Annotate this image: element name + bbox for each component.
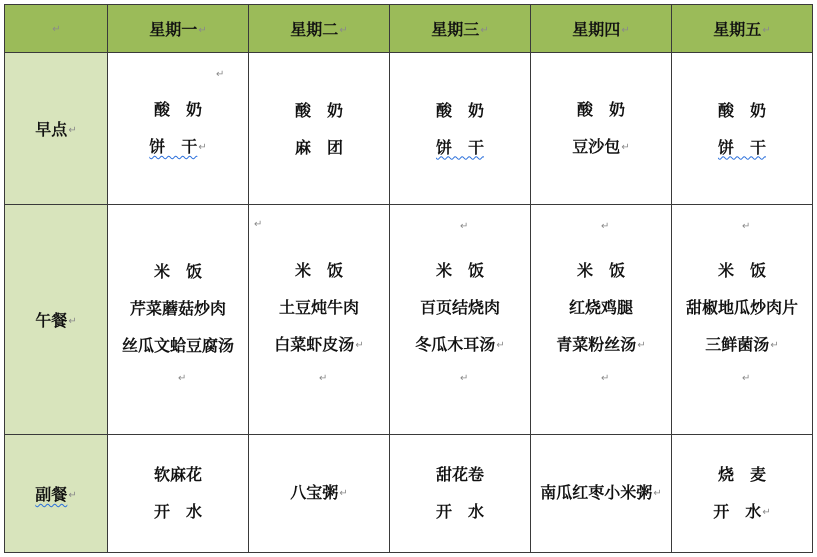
day-header: 星期二↵ — [249, 5, 390, 53]
snack-row — [5, 434, 813, 552]
menu-cell: ↵ 米 饭 红烧鸡腿 青菜粉丝汤↵ ↵ — [531, 204, 672, 434]
menu-cell — [390, 434, 531, 552]
paragraph-mark: ↵ — [52, 24, 61, 36]
menu-item: 红烧鸡腿 — [568, 298, 633, 318]
menu-item: 麻 团 — [294, 137, 343, 157]
menu-cell — [249, 434, 390, 552]
menu-item: 烧 麦 — [717, 464, 766, 484]
menu-item: 丝瓜文蛤豆腐汤 — [121, 335, 234, 355]
menu-item: 青菜粉丝汤↵ — [556, 335, 646, 355]
menu-item: 酸 奶 — [717, 100, 766, 120]
corner-cell — [5, 5, 108, 53]
day-header: 星期五↵ — [672, 5, 813, 53]
menu-cell — [672, 53, 813, 204]
menu-item: 米 饭 — [576, 261, 625, 281]
day-header: 星期三↵ — [390, 5, 531, 53]
menu-item: 土豆炖牛肉 — [278, 298, 359, 318]
menu-item: 白菜虾皮汤↵ — [274, 335, 364, 355]
menu-item: 冬瓜木耳汤↵ — [415, 335, 505, 355]
menu-cell — [390, 53, 531, 204]
menu-cell: ↵ 酸 奶 饼 干↵ — [108, 53, 249, 204]
menu-item: 开 水 — [435, 502, 484, 522]
menu-item: 软麻花 — [153, 465, 202, 485]
row-label: 午餐↵ — [5, 204, 108, 434]
menu-cell — [531, 434, 672, 552]
lunch-row — [5, 204, 813, 434]
row-label: 副餐↵ — [5, 434, 108, 552]
menu-item: 三鲜菌汤↵ — [705, 335, 779, 355]
menu-cell — [108, 434, 249, 552]
menu-item: 开 水 — [153, 502, 202, 522]
menu-cell — [249, 53, 390, 204]
menu-item: 甜椒地瓜炒肉片 — [685, 298, 798, 318]
menu-item: 甜花卷 — [435, 465, 484, 485]
menu-cell: ↵ 米 饭 甜椒地瓜炒肉片 三鲜菌汤↵ ↵ — [672, 204, 813, 434]
menu-item: 饼 干 — [435, 137, 484, 157]
menu-item: 米 饭 — [153, 261, 202, 281]
menu-cell: 米 饭 芹菜蘑菇炒肉 丝瓜文蛤豆腐汤 ↵ — [108, 204, 249, 434]
menu-item: 南瓜红枣小米粥↵ — [540, 483, 662, 503]
menu-item: 米 饭 — [435, 261, 484, 281]
menu-item: 芹菜蘑菇炒肉 — [129, 298, 226, 318]
menu-item: 八宝粥↵ — [290, 483, 348, 503]
menu-item: 饼 干 — [717, 137, 766, 157]
day-header: 星期一↵ — [108, 5, 249, 53]
day-header: 星期四↵ — [531, 5, 672, 53]
menu-item: 开 水↵ — [713, 501, 771, 521]
menu-item: 豆沙包↵ — [572, 137, 630, 157]
header-row — [5, 5, 813, 53]
menu-cell: ↵ 米 饭 土豆炖牛肉 白菜虾皮汤↵ ↵ — [249, 204, 390, 434]
breakfast-row — [5, 53, 813, 204]
menu-cell — [531, 53, 672, 204]
menu-item: 饼 干↵ — [149, 137, 207, 157]
menu-cell — [672, 434, 813, 552]
menu-item: 酸 奶 — [435, 100, 484, 120]
menu-item: 百页结烧肉 — [419, 298, 500, 318]
menu-item: 米 饭 — [717, 261, 766, 281]
row-label: 早点↵ — [5, 53, 108, 204]
menu-item: 酸 奶 — [294, 100, 343, 120]
weekly-menu-table — [4, 4, 813, 553]
menu-cell: ↵ 米 饭 百页结烧肉 冬瓜木耳汤↵ ↵ — [390, 204, 531, 434]
menu-item: 酸 奶 — [576, 100, 625, 120]
menu-item: 酸 奶 — [153, 100, 202, 120]
menu-item: 米 饭 — [294, 261, 343, 281]
